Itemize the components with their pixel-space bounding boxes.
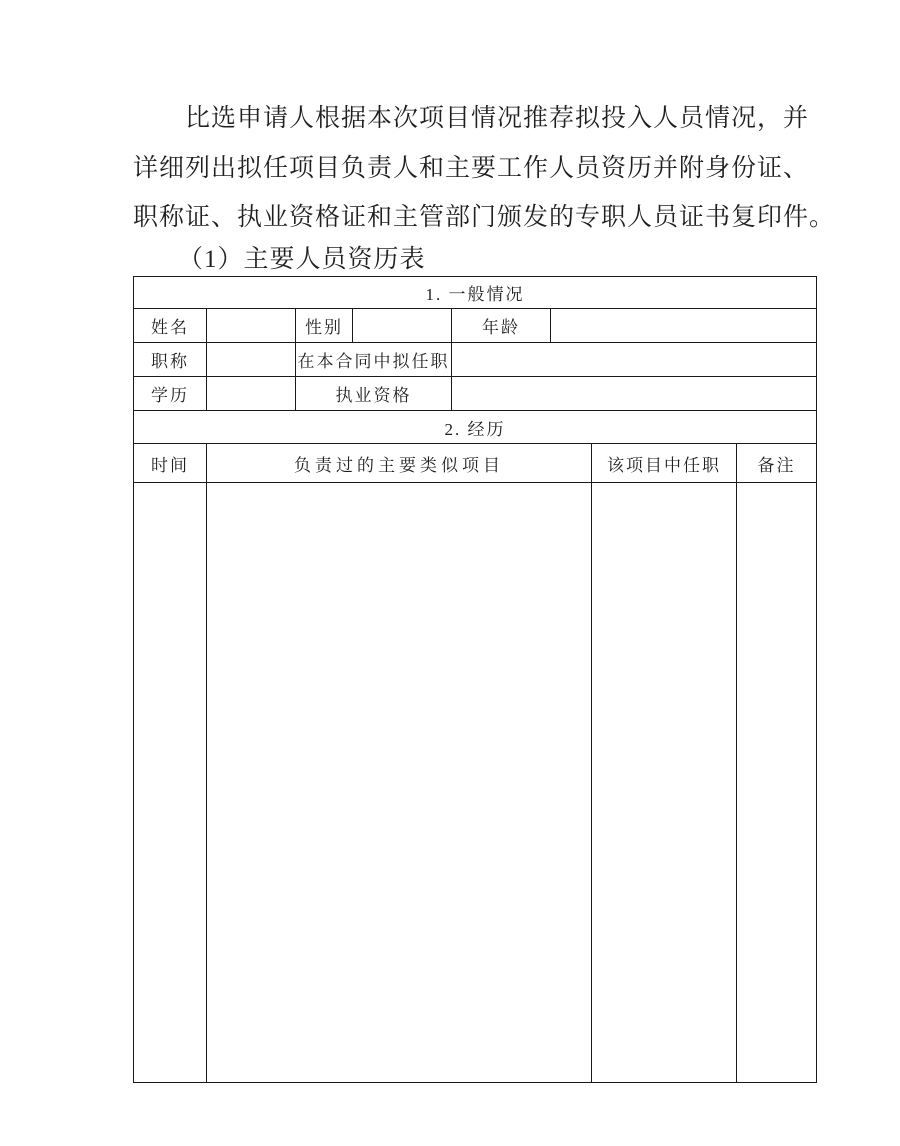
experience-header-row <box>134 444 817 483</box>
paragraph-line-3: 职称证、执业资格证和主管部门颁发的专职人员证书复印件。 <box>133 204 836 231</box>
section1-header-row <box>134 277 817 309</box>
list-heading: （1）主要人员资历表 <box>178 246 426 273</box>
education-label: 学历 <box>134 377 207 411</box>
exp-remarks-cell <box>737 483 817 1083</box>
paragraph-line-2: 详细列出拟任项目负责人和主要工作人员资历并附身份证、 <box>133 154 810 182</box>
intro-paragraph <box>133 94 836 243</box>
paragraph-line-1: 比选申请人根据本次项目情况推荐拟投入人员情况，并 <box>185 105 810 132</box>
exp-col-remarks: 备注 <box>737 444 817 483</box>
qualification-value-cell <box>452 377 817 411</box>
section2-header-row <box>134 411 817 444</box>
age-value-cell <box>551 309 817 343</box>
exp-projects-cell <box>207 483 592 1083</box>
education-value-cell <box>207 377 296 411</box>
exp-role-cell <box>592 483 737 1083</box>
exp-col-role: 该项目中任职 <box>592 444 737 483</box>
section1-title: 1. 一般情况 <box>134 277 817 309</box>
personnel-resume-table <box>133 276 817 1083</box>
gender-label: 性别 <box>296 309 353 343</box>
age-label: 年龄 <box>452 309 551 343</box>
education-qualification-row <box>134 377 817 411</box>
title-position-row <box>134 343 817 377</box>
name-gender-age-row <box>134 309 817 343</box>
name-value-cell <box>207 309 296 343</box>
exp-time-cell <box>134 483 207 1083</box>
qualification-label: 执业资格 <box>296 377 452 411</box>
section2-title: 2. 经历 <box>134 411 817 444</box>
experience-body-row <box>134 483 817 1083</box>
contract-position-value-cell <box>452 343 817 377</box>
title-value-cell <box>207 343 296 377</box>
exp-col-projects: 负责过的主要类似项目 <box>207 444 592 483</box>
title-label: 职称 <box>134 343 207 377</box>
gender-value-cell <box>353 309 452 343</box>
exp-col-time: 时间 <box>134 444 207 483</box>
name-label: 姓名 <box>134 309 207 343</box>
contract-position-label: 在本合同中拟任职 <box>296 343 452 377</box>
